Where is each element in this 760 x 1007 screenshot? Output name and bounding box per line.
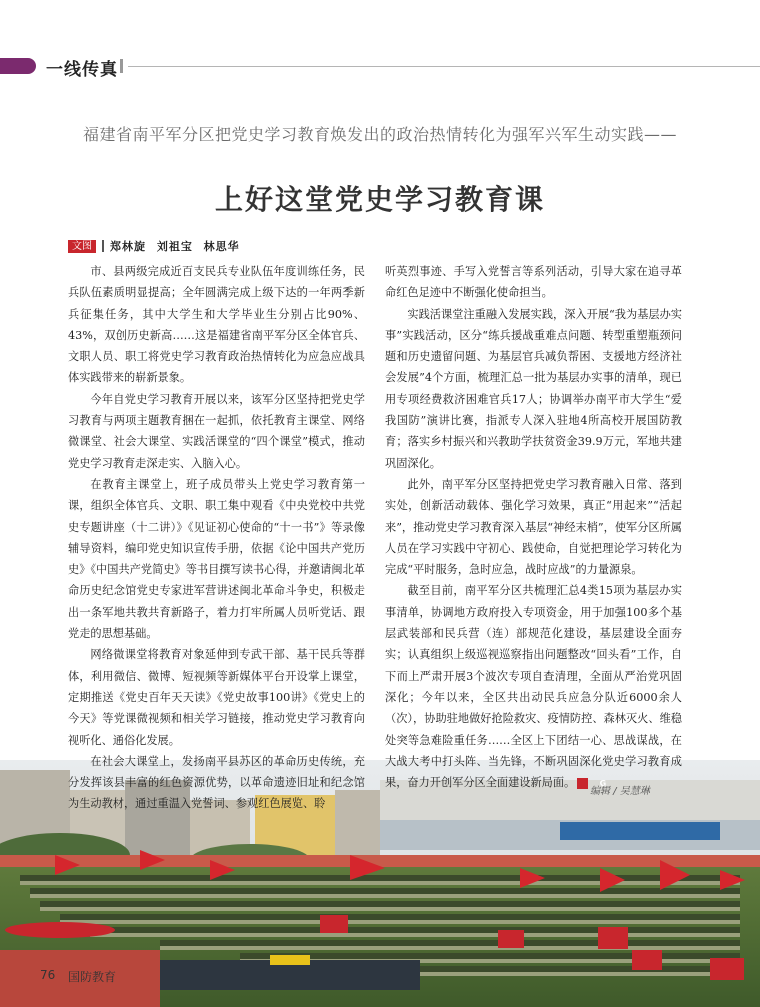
paragraph: 市、县两级完成近百支民兵专业队伍年度训练任务，民兵队伍素质明显提高；全年圆满完成上级下达的一年两季新兵征集任务，其中大学生和大学毕业生分别占比90%、43%，双创历史新高……这是福建省南平军分区全体官兵、文职人员、职工将党史学习教育政治热情转化为应急应战具体实践带来的崭新景象。	[68, 265, 365, 385]
magazine-name: 国防教育	[68, 970, 117, 984]
byline-authors: 郑林旋 刘祖宝 林思华	[110, 240, 240, 253]
page-number: 76	[40, 968, 56, 982]
paragraph	[385, 580, 682, 793]
paragraph: 此外，南平军分区坚持把党史学习教育融入日常、落到实处，创新活动载体、强化学习效果，真正“用起来”“活起来”，推动党史学习教育深入基层“神经末梢”，使军分区所属人员在学习实践中守初心、践使命，自觉把理论学习转化为完成“平时服务，急时应急，战时应战”的力量源泉。	[385, 477, 682, 577]
paragraph: 今年自党史学习教育开展以来，该军分区坚持把党史学习教育与两项主题教育捆在一起抓，依托教育主课堂、网络微课堂、社会大课堂、实践活课堂的“四个课堂”模式，推动党史学习教育走深走实、入脑入心。	[68, 392, 365, 470]
paragraph: 网络微课堂将教育对象延伸到专武干部、基干民兵等群体，利用微信、微博、短视频等新媒体平台开设掌上课堂，定期推送《党史百年天天读》《党史故事100讲》《党史上的今天》等党课微视频和相关学习链接，推动党史学习教育向视听化、通俗化发展。	[68, 648, 365, 747]
paragraph: 在社会大课堂上，发扬南平县苏区的革命历史传统，充分发挥该县丰富的红色资源优势，以革命遗迹旧址和纪念馆为生动教材，通过重温入党誓词、参观红色展览、聆	[68, 754, 365, 811]
section-header	[0, 55, 760, 80]
paragraph-text: 截至目前，南平军分区共梳理汇总4类15项为基层办实事清单，协调地方政府投入专项资金，用于加强100多个基层武装部和民兵营（连）部规范化建设，基层建设全面夯实；认真组织上级巡视巡察指出问题整改“回头看”工作，自下而上严肃开展3个波次专项自查清理，全面从严治党巩固深化；今年以来，全区共出动民兵应急分队近6000余人（次），协助驻地做好抢险救灾、疫情防控、森林灭火、维稳处突等急难险重任务……全区上下团结一心、思战谋战，在大战大考中打头阵、当先锋，不断巩固深化党史学习教育成果，奋力开创军分区全面建设新局面。	[385, 584, 682, 790]
article-column-left	[68, 261, 365, 815]
section-pill	[0, 58, 36, 74]
article-subtitle: 福建省南平军分区把党史学习教育焕发出的政治热情转化为强军兴军生动实践——	[82, 125, 677, 144]
paragraph: 实践活课堂注重融入发展实践，深入开展“我为基层办实事”实践活动，区分“练兵援战重难点问题、转型重塑瓶颈问题和历史遗留问题、为基层官兵减负帮困、支援地方经济社会发展”4个方面，梳理汇总一批为基层办实事的清单，现已用专项经费救济困难官兵17人；协调举办南平市大学生“爱我国防”演讲比赛，指派专人深入驻地4所高校开展国防教育；落实乡村振兴和兴教助学扶贫资金39.9万元，军地共建巩固深化。	[385, 307, 682, 470]
section-divider	[120, 59, 123, 73]
paragraph: 在教育主课堂上，班子成员带头上党史学习教育第一课，组织全体官兵、文职、职工集中观看《中央党校中共党史专题讲座（十二讲）》《见证初心使命的“十一书”》等录像辅导资料，编印党史知识宣传手册，依据《论中国共产党历史》《中国共产党简史》等书目撰写读书心得，并邀请闽北革命历史纪念馆党史专家进军营讲述闽北革命斗争史，积极走出一条军地共教共育新路子，着力打牢所属人员听党话、跟党走的思想基础。	[68, 477, 365, 641]
section-label: 一线传真	[46, 60, 118, 80]
byline	[68, 239, 240, 253]
article-column-right	[385, 261, 682, 793]
paragraph: 听英烈事迹、手写入党誓言等系列活动，引导大家在追寻革命红色足迹中不断强化使命担当。	[385, 265, 682, 300]
editor-credit: 编辑 / 吴慧琳	[590, 786, 650, 797]
byline-divider	[102, 240, 104, 252]
byline-badge: 文图	[68, 240, 96, 253]
end-mark-icon: G	[577, 778, 588, 789]
article-title: 上好这堂党史学习教育课	[214, 183, 545, 216]
section-rule	[128, 66, 760, 67]
